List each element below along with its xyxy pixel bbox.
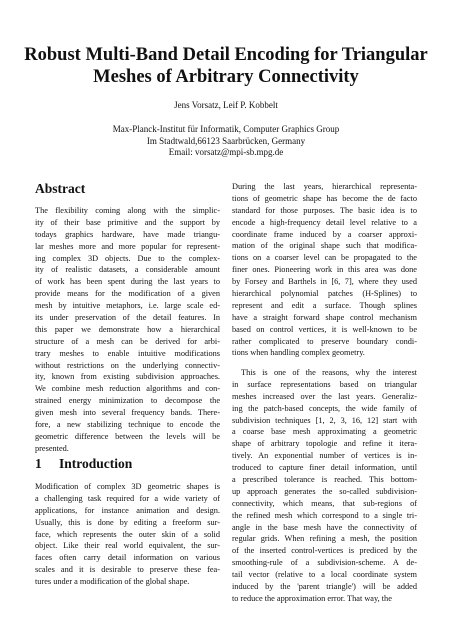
text-line: object. Like their real world equivalent, the sur- [35, 541, 220, 551]
introduction-paragraph [35, 481, 220, 588]
affiliation-line: Max-Planck-Institut für Informatik, Computer Graphics Group [112, 124, 340, 134]
text-line: by Forsey and Barthels in [6, 7], where they used [232, 277, 417, 287]
text-line: todays graphics hardware, have made triangu- [35, 229, 220, 239]
text-line: of the inserted control-vertices is prediced by the [232, 546, 417, 556]
text-line: of work has been spent during the last years to [35, 277, 220, 287]
text-line: represent and edit a surface. Though splines [232, 300, 417, 310]
text-line: hierarchical polynomial patches (H-Splines) to [232, 289, 417, 299]
text-line: faces often carry detail information on various [35, 553, 220, 563]
email-line: Email: vorsatz@mpi-sb.mpg.de [168, 147, 284, 157]
title-line: Meshes of Arbitrary Connectivity [93, 67, 359, 87]
text-line: mation of the original shape such that modifica- [232, 241, 417, 251]
text-line: ity, known from existing subdivision approaches. [35, 372, 220, 382]
section-number: 1 [35, 456, 42, 471]
text-line: strained energy minimization to decompose the [35, 396, 220, 406]
text-line: finer ones. Pioneering work in this area was done [232, 265, 417, 275]
text-line: tively. An exponential number of vertices is in- [232, 451, 417, 461]
section-title: Introduction [59, 456, 133, 471]
text-line: tions of geometric shape has become the de facto [232, 193, 417, 203]
text-line: During the last years, hierarchical representa- [232, 182, 417, 191]
text-line: tions when handling complex geometry. [232, 348, 365, 358]
affiliation [0, 124, 452, 159]
text-line: shape of arbitrary topologie and refine it itera- [232, 439, 417, 449]
text-line: trary meshes to enable intuitive modifications [35, 348, 220, 358]
text-line: the refined mesh which correspond to a single tri- [232, 510, 417, 520]
text-line: Modification of complex 3D geometric shapes is [35, 482, 220, 491]
text-line: induced by the 'parent triangle') will be added [232, 582, 417, 592]
text-line: rather complicated to preserve boundary condi- [232, 336, 417, 346]
text-line: a coarse base mesh approximating a geometric [232, 427, 417, 437]
text-line: without restrictions on the underlying connectiv- [35, 360, 220, 370]
text-line: coordinate frame induced by a coarser approxi- [232, 229, 417, 239]
text-line: to reduce the approximation error. That way, the [232, 593, 392, 603]
affiliation-line: Im Stadtwald,66123 Saarbrücken, Germany [146, 135, 306, 146]
text-line: geometric difference between the levels will be [35, 431, 220, 441]
text-line: ity of realistic datasets, a considerable amount [35, 265, 220, 275]
text-line: troduced to capture finer detail information, until [232, 463, 417, 473]
text-line: given mesh into several frequency bands. There- [35, 408, 220, 418]
introduction-heading [35, 456, 132, 472]
title-line: Robust Multi-Band Detail Encoding for Triangular [24, 45, 428, 65]
text-line: angle in the base mesh have the connectivity of [232, 522, 417, 532]
text-line: The flexibility coming along with the simplic- [35, 206, 220, 215]
text-line: ing complex 3D objects. Due to the complex- [35, 253, 220, 263]
text-line: applications, for instance animation and design. [35, 505, 220, 515]
text-line: have a straight forward shape control mechanism [232, 312, 417, 322]
text-line: provide means for the modification of a given [35, 289, 220, 299]
text-line: tions on a coarser level can be propagated to the [232, 253, 417, 263]
text-line: We combine mesh reduction algorithms and con- [35, 384, 220, 394]
text-line: smoothing-rule of a subdivision-scheme. A de- [232, 558, 417, 568]
text-line: mesh by intuitive metaphors, i.e. large scale ed- [35, 301, 220, 311]
abstract-paragraph [35, 205, 220, 455]
text-line: scales and it is desirable to preserve these fea- [35, 565, 220, 575]
text-line: meshes increased over the last years. Generaliz- [232, 391, 417, 401]
text-line: fore, a new stabilizing technique to encode the [35, 420, 220, 430]
body-paragraph [232, 181, 417, 359]
paper-title [24, 44, 428, 88]
text-line: up approach generates the so-called subdivision- [232, 486, 417, 496]
text-line: in surface representations based on triangular [232, 379, 417, 389]
text-line: ity of their base primitive and the support by [35, 217, 220, 227]
text-line: This is one of the reasons, why the interest [241, 368, 417, 377]
text-line: standard for those purposes. The basic idea is to [232, 205, 417, 215]
text-line: Usually, this is done by editing a freeform sur- [35, 517, 220, 527]
text-line: a prescribed tolerance is reached. This bottom- [232, 475, 417, 485]
text-line: tures under a modification of the global shape. [35, 577, 190, 587]
text-line: based on control vertices, it is well-known to be [232, 324, 417, 334]
text-line: lar meshes more and more popular for represent- [35, 241, 220, 251]
authors: Jens Vorsatz, Leif P. Kobbelt [174, 100, 278, 110]
text-line: subdivision techniques [1, 2, 3, 16, 12] start with [232, 415, 417, 425]
text-line: tail vector (relative to a local coordinate system [232, 570, 417, 580]
text-line: presented. [35, 443, 69, 453]
abstract-heading: Abstract [35, 181, 86, 196]
text-line: encode a high-frequency detail level relative to a [232, 217, 417, 227]
body-paragraph [232, 367, 417, 605]
text-line: connectivity, which means, that sub-regions of [232, 498, 417, 508]
text-line: regular grids. When refining a mesh, the position [232, 534, 417, 544]
text-line: ing the patch-based concepts, the wide family of [232, 403, 417, 413]
text-line: a challenging task required for a wide variety of [35, 493, 220, 503]
text-line: this paper we demonstrate how a hierarchical [35, 324, 220, 334]
text-line: its under preservation of the detail features. In [35, 313, 220, 323]
text-line: face, which represents the outer skin of a solid [35, 529, 220, 539]
text-line: structure of a mesh can be derived for arbi- [35, 336, 220, 346]
